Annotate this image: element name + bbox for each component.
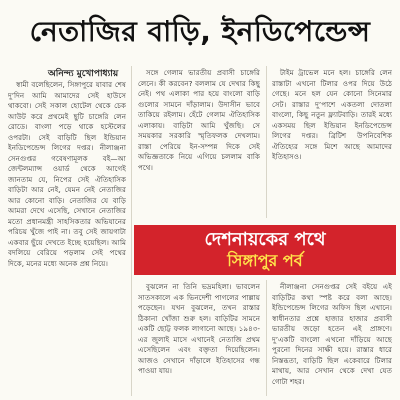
column-divider	[266, 280, 267, 396]
column-text: নীলাঞ্জনা সেনগুপ্তর সেই বইয়ে এই বাড়িটির কথা স্পষ্ট করে বলা আছে। ইন্ডিপেন্ডেন্স লিগের অফিস ছিল এখানে। স্বাধীনতার প্রশ্নে হাজার হাজার প্রবাসী ভারতীয় জড়ো হতেন এই প্রাঙ্গণে। দু’একটি বাংলো এখনো দাঁড়িয়ে আছে পুরনো দিনের সাক্ষী হয়ে। রাস্তার ধারে নিস্তব্ধতা, বাড়িটি ছিল একেবারে টিলার মাথায়, আর সেখান থেকে দেখা যেত গোটা শহর।	[272, 282, 392, 386]
column-text: সঙ্গে গেলাম ভারতীয় প্রবাসী চাঙ্গেরি লেনে। কী করবেন? বললাম যে দেখার কিছু নেই। পথ এলাকা পার হয়ে বাংলো বাড়ি গুলোর সামনে দাঁড়ালাম। উদাসীন ভাবে তাকিয়ে রইলাম। হেঁটে গেলাম ঐতিহাসিক এলাকায়। বাড়িটা আমি খুঁজছি। সে সময়কার সরকারি স্মৃতিফলক দেখলাম। রাস্তা পেরিয়ে ইন-সম্পন্ন দিকে সেই অভিজ্ঞতাকে নিয়ে এগিয়ে চললাম বাকি পথে।	[138, 68, 260, 172]
headline: নেতাজির বাড়ি, ইনডিপেন্ডেন্স	[29, 15, 371, 48]
article-column-5	[272, 282, 392, 392]
column-divider	[131, 66, 132, 396]
column-divider	[266, 66, 267, 218]
byline: অনিন্দ্য মুখোপাধ্যায়	[48, 69, 119, 79]
article-column-3	[272, 68, 392, 218]
section-banner	[134, 225, 396, 275]
banner-title: দেশনায়কের পথে	[204, 229, 326, 250]
banner-subtitle: সিঙ্গাপুর পর্ব	[227, 251, 303, 270]
column-text: টাইম ট্রাভেল মনে হল। চাঙ্গেরি লেন রাস্তাটা এখনো টিলার ওপর দিয়ে উঠে গেছে। মনে হল যেন কোনো সিনেমার সেট। রাস্তার দু’পাশে একতলা দোতলা বাংলো, কিছু নতুন ফ্ল্যাটবাড়ি। তারই মধ্যে একসময় ছিল ইন্ডিয়ান ইনডিপেন্ডেন্স লিগের দপ্তর। ব্রিটিশ উপনিবেশিক ঐতিহ্যের সঙ্গে মিশে আছে আমাদের ইতিহাসও।	[272, 68, 392, 161]
article-column-2	[138, 68, 260, 218]
article-column-1	[8, 80, 126, 392]
column-text: স্বামী বলেছিলেন, সিঙ্গাপুরে যাবার শেষ দু’দিন আমি আমাদের সেই হাউসে থাকবো। সেই সকাল হোটেল থেকে চেক আউট করে প্রথমেই ছুটি চাঙ্গেরি লেন রোডে। বাংলা পড়ে থাকে হস্টেলের ওপরটা। সেই বাড়িটি ছিল ইন্ডিয়ান ইনডিপেন্ডেন্স লিগের দপ্তর। নীলাঞ্জনা সেনগুপ্তর গবেষণামূলক বই—আ জেন্টলম্যান্স ওয়ার্ড থেকে আগেই জানতাম যে, নিপের সেই ঐতিহাসিক বাড়িটা আর নেই, যেমন নেই নেতাজির আর কোনো বাড়ি। নেতাজির যে বাড়ি আমরা দেখে এসেছি, সেখানে নেতাজির মতো প্রধানমন্ত্রী সাহসিকতার অভিযানের পরিচয় খুঁজে পাই না। তবু সেই জায়গাটা একবার ছুঁয়ে দেখতে ইচ্ছে হয়েছিল। আমি বদলিয়ে বেরিয়ে পড়লাম সেই পথের দিকে, মনের মধ্যে অনেক প্রশ্ন নিয়ে।	[8, 80, 126, 268]
article-column-4	[138, 282, 260, 392]
column-text: বুঝলেন না তিনি ভদ্রমহিলা। ভাবলেন সাতসকালে এক ভিনদেশী পাগলের পাল্লায় পড়েছেন। যখন বুঝলেন, তখন রাস্তার ঠিকানা খোঁজা শুরু হল। বাড়িটির সামনে একটি ছোট্ট ফলক লাগানো আছে। ১৯৪৩-এর জুলাই মাসে এখানেই নেতাজি প্রথম এসেছিলেন এবং বক্তৃতা দিয়েছিলেন। আজও সেখানে দাঁড়ালে ইতিহাসের গন্ধ পাওয়া যায়।	[138, 282, 260, 375]
